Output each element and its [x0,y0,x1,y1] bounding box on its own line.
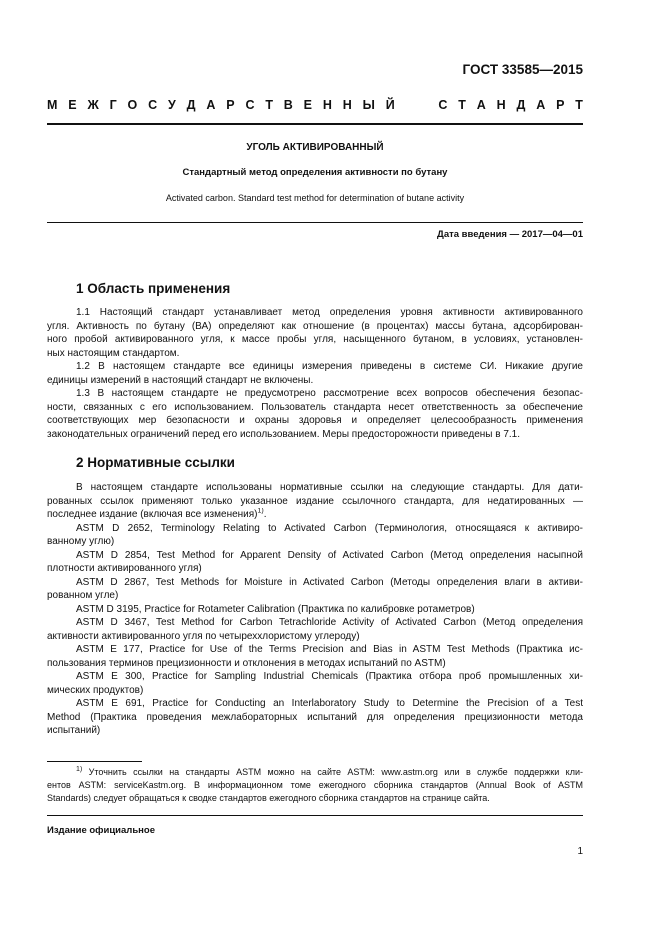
text-line: единицы измерений в настоящий стандарт не включены. [47,374,314,386]
banner-letter: О [127,98,138,112]
banner-letter: А [206,98,216,112]
text-fragment: . [263,509,267,520]
banner-letter: Р [556,98,565,112]
text-line: соответствующих мер безопасности и охраны здоровья и определяет целесообразность применения [47,415,583,426]
text-line: мических продуктов) [47,684,144,696]
text-line: ASTM E 300, Practice for Sampling Industrial Chemicals (Практика отбора проб промышленных хи- [76,671,583,682]
banner-letter: Т [458,98,466,112]
text-line: плотности активированного угля) [47,563,202,574]
banner-letter: У [168,98,176,112]
text-line: ванному углю) [47,536,115,547]
text-line: законодательных ограничений перед его использованием. Меры предосторожности приведены в 7.1. [47,428,521,440]
header-rule [47,123,583,125]
text-line: В настоящем стандарте использованы нормативные ссылки на следующие стандарты. Для дати- [76,482,583,493]
text-line [47,508,583,522]
text-line: пользования терминов прецизионности и отклонения в методах испытаний по ASTM) [47,657,446,669]
banner-letter: В [283,98,293,112]
text-line: ных настоящим стандартом. [47,347,180,359]
footnote-separator [47,761,142,762]
text-line: рованном угле) [47,590,119,601]
title-rule [47,222,583,223]
banner-letter: С [245,98,255,112]
text-line: активности активированного угля по четыреххлористому углероду) [47,630,360,642]
banner-letter: Ы [362,98,375,112]
section-2-heading: 2 Нормативные ссылки [76,455,235,470]
standard-subtitle: Стандартный метод определения активности по бутану [182,167,448,178]
introduction-date: Дата введения — 2017—04—01 [437,229,583,240]
banner-letter: А [536,98,546,112]
banner-letter: Н [496,98,506,112]
page-number: 1 [577,846,583,857]
footnote-marker: 1) [76,766,83,773]
banner-letter: Н [342,98,352,112]
text-line: ного пробой активированного угля, к массе пробы угля, насыщенного бутаном, в условиях, установлен- [47,334,583,345]
text-line: 1.3 В настоящем стандарте не предусмотрено рассмотрение всех вопросов обеспечения безопас- [76,388,583,399]
standard-title: УГОЛЬ АКТИВИРОВАННЫЙ [246,142,384,153]
text-line: 1.1 Настоящий стандарт устанавливает метод определения уровня активности активированного [76,307,583,318]
text-line: ASTM E 177, Practice for Use of the Terms Precision and Bias in ASTM Test Methods (Практика ис- [76,644,583,655]
banner-gap [406,98,428,112]
banner-letter: С [438,98,448,112]
text-line: ASTM D 2652, Terminology Relating to Activated Carbon (Терминология, относящаяся к активиро- [76,522,583,534]
banner-letter: Н [322,98,332,112]
footer-rule [47,815,583,816]
text-line: рованных ссылок применяют только указанное издание ссылочного стандарта, для недатированных — [47,495,583,507]
interstate-standard-banner [47,98,583,112]
text-fragment: Уточнить ссылки на стандарты ASTM можно на сайте ASTM: www.astm.org или в службе поддержки кли- [82,767,583,777]
text-line: ASTM D 2854, Test Method for Apparent Density of Activated Carbon (Метод определения насыпной [76,549,583,561]
text-line: ASTM D 3195, Practice for Rotameter Calibration (Практика по калибровке ротаметров) [76,603,475,615]
document-code: ГОСТ 33585—2015 [462,62,583,77]
banner-letter: А [476,98,486,112]
footnote-reference: 1) [257,508,264,515]
text-fragment: последнее издание (включая все изменения) [47,509,258,520]
text-line: ASTM D 3467, Test Method for Carbon Tetrachloride Activity of Activated Carbon (Метод определения [76,617,583,628]
text-line: 1.2 В настоящем стандарте все единицы измерения приведены в системе СИ. Никакие другие [76,361,583,372]
banner-letter: Й [385,98,395,112]
section-1-heading: 1 Область применения [76,281,231,296]
banner-letter: Д [186,98,196,112]
english-title: Activated carbon. Standard test method for determination of butane activity [165,193,465,203]
official-edition-label: Издание официальное [47,825,155,836]
banner-letter: Ж [87,98,99,112]
banner-letter: Р [226,98,235,112]
text-line [47,766,583,779]
text-line: ентов ASTM: serviceKastm.org. В информационном томе ежегодного сборника стандартов (Annual Book of ASTM [47,780,583,790]
section-1-body [47,306,583,441]
banner-letter: Г [109,98,117,112]
banner-letter: Д [516,98,526,112]
text-line: испытаний) [47,725,101,736]
text-line: угля. Активность по бутану (ВА) определяют как отношение (в процентах) массы бутана, адсорбирован- [47,320,583,332]
section-2-body [47,481,583,738]
text-line: ASTM D 2867, Test Methods for Moisture in Activated Carbon (Методы определения влаги в активи- [76,576,583,588]
text-line: Standards) следует обращаться к сводке стандартов ежегодного сборника стандартов на странице сайта. [47,793,490,803]
text-line: ности, связанных с его использованием. Пользователь стандарта несет ответственность за обеспечение [47,401,583,413]
banner-letter: М [47,98,58,112]
text-line: Method (Практика проведения межлабораторных испытаний для определения прецизионности метода [47,711,583,723]
banner-letter: С [148,98,158,112]
banner-letter: Е [303,98,313,112]
footnote [47,766,583,805]
banner-letter: Е [68,98,77,112]
banner-letter: Т [265,98,273,112]
banner-letter: Т [575,98,583,112]
text-line: ASTM E 691, Practice for Conducting an Interlaboratory Study to Determine the Precision of a Test [76,698,583,709]
